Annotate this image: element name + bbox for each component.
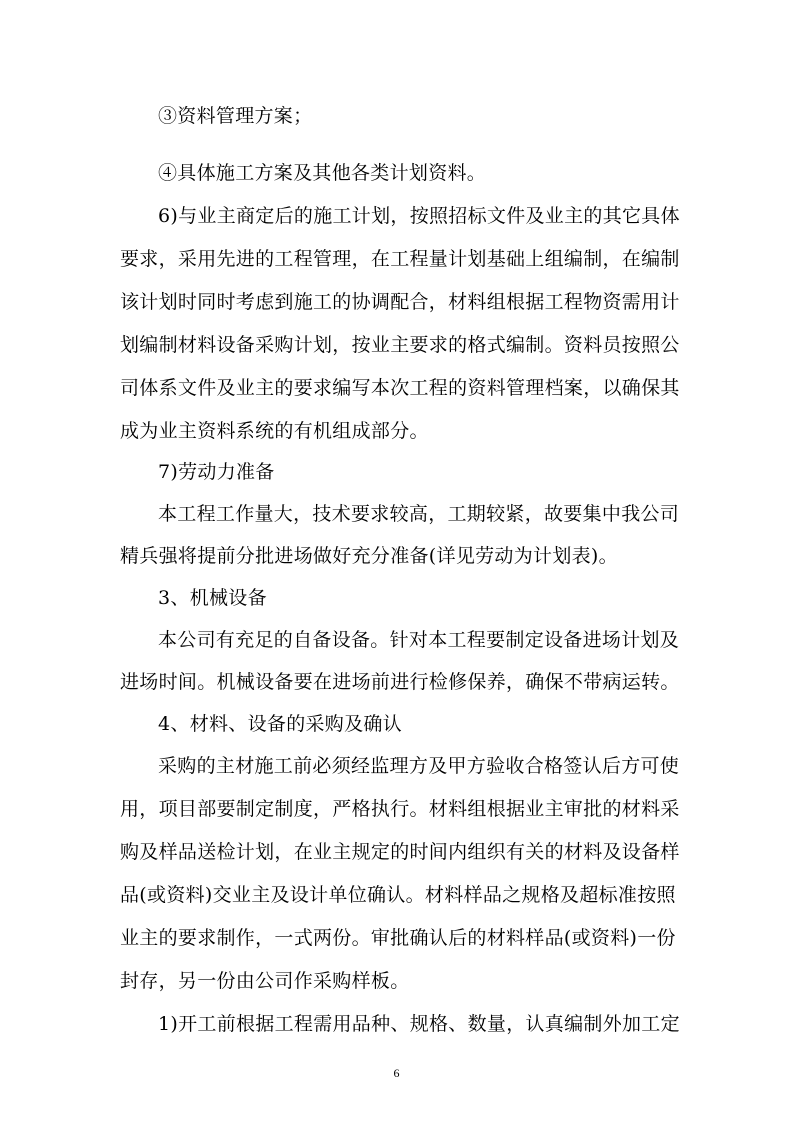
text-line: ③资料管理方案；: [158, 105, 313, 127]
text-line: 7)劳动力准备: [158, 461, 275, 483]
text-line: 1)开工前根据工程需用品种、规格、数量，认真编制外加工定: [158, 1013, 680, 1035]
text-line: 业主的要求制作，一式两份。审批确认后的材料样品(或资料)一份: [120, 927, 676, 949]
text-line: 要求，采用先进的工程管理，在工程量计划基础上组编制，在编制: [120, 248, 680, 270]
text-line: 4、材料、设备的采购及确认: [158, 713, 402, 735]
text-line: 封存，另一份由公司作采购样板。: [120, 970, 410, 992]
text-line: 该计划时同时考虑到施工的协调配合，材料组根据工程物资需用计: [120, 291, 680, 313]
text-line: 进场时间。机械设备要在进场前进行检修保养，确保不带病运转。: [120, 671, 680, 693]
text-line: 成为业主资料系统的有机组成部分。: [120, 420, 429, 442]
page-number: 6: [393, 1066, 400, 1080]
text-line: 本公司有充足的自备设备。针对本工程要制定设备进场计划及: [158, 629, 680, 651]
text-line: 用，项目部要制定制度，严格执行。材料组根据业主审批的材料采: [120, 798, 680, 820]
text-line: 本工程工作量大，技术要求较高，工期较紧，故要集中我公司: [158, 503, 680, 525]
text-line: 采购的主材施工前必须经监理方及甲方验收合格签认后方可使: [158, 755, 680, 777]
text-line: ④具体施工方案及其他各类计划资料。: [158, 162, 487, 184]
text-line: 品(或资料)交业主及设计单位确认。材料样品之规格及超标准按照: [120, 884, 676, 906]
text-line: 6)与业主商定后的施工计划，按照招标文件及业主的其它具体: [158, 205, 680, 227]
text-line: 划编制材料设备采购计划，按业主要求的格式编制。资料员按照公: [120, 334, 680, 356]
text-line: 精兵强将提前分批进场做好充分准备(详见劳动为计划表)。: [120, 545, 618, 567]
text-line: 司体系文件及业主的要求编写本次工程的资料管理档案，以确保其: [120, 377, 680, 399]
text-line: 购及样品送检计划，在业主规定的时间内组织有关的材料及设备样: [120, 841, 680, 863]
text-line: 3、机械设备: [158, 587, 267, 609]
